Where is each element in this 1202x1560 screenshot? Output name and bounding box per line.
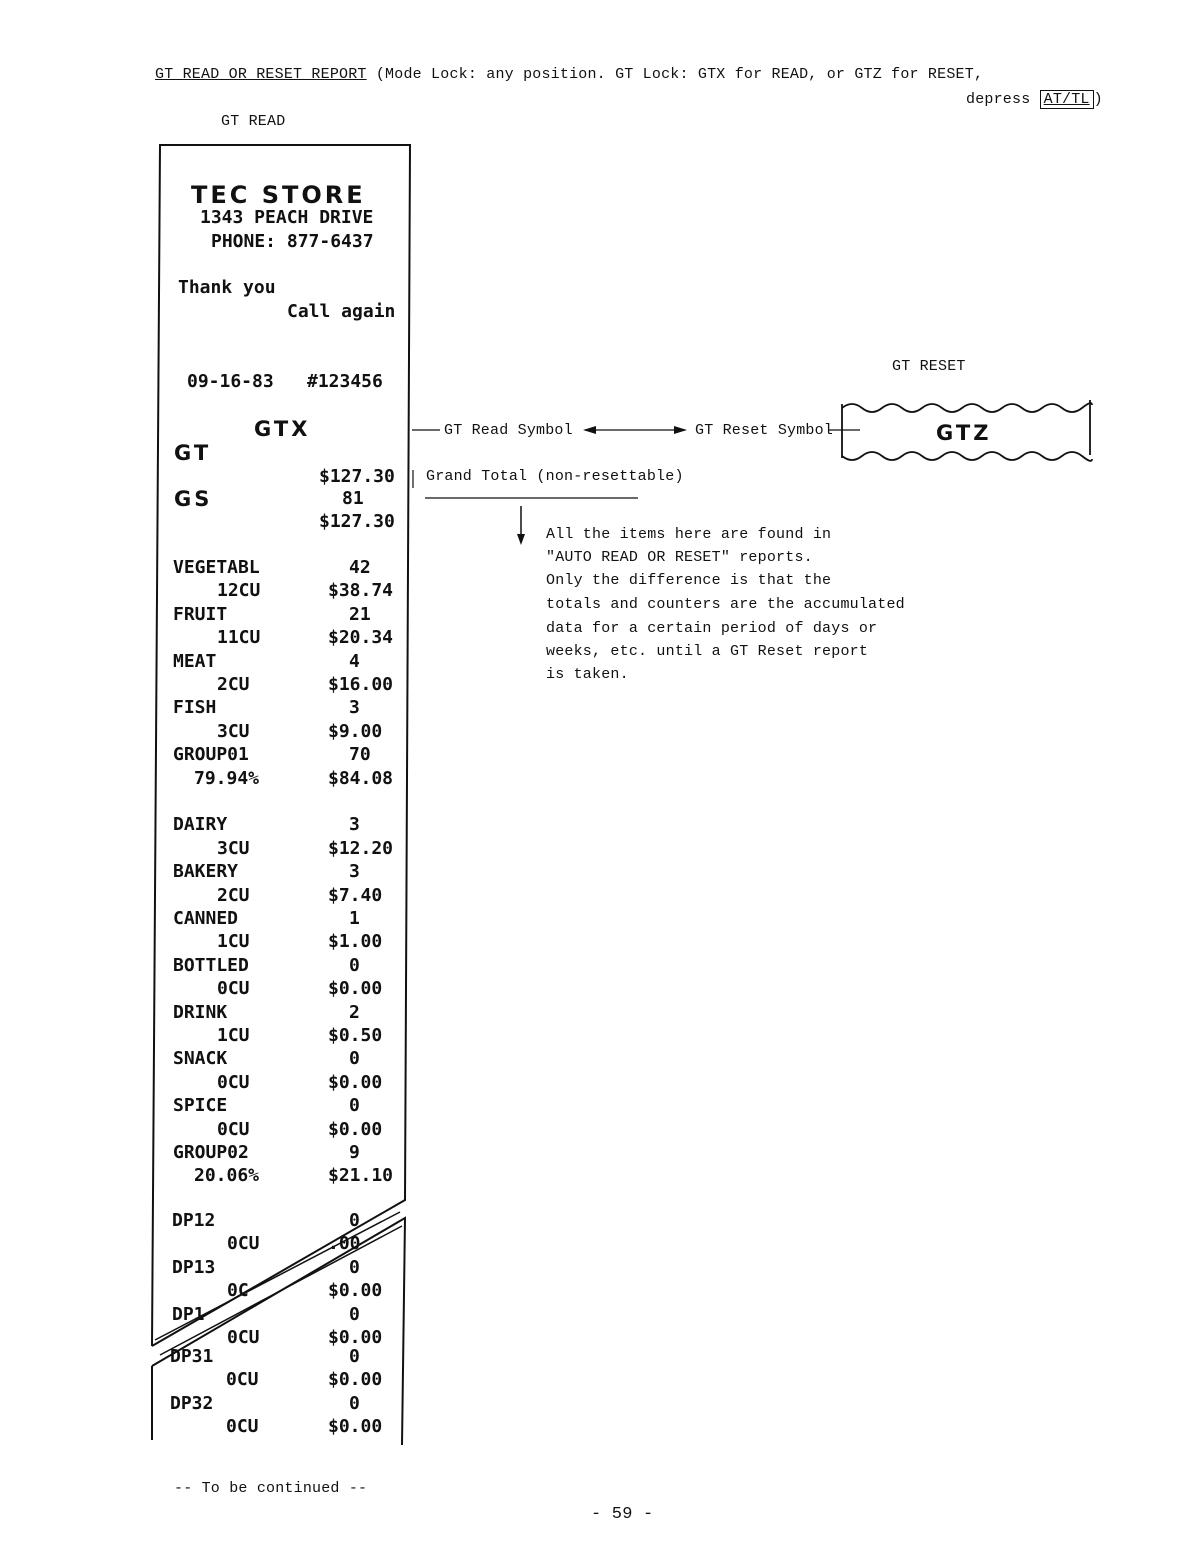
item-cu: 0CU — [217, 1118, 250, 1140]
item-cu: 1CU — [217, 931, 250, 953]
item-amount: $16.00 — [328, 674, 394, 695]
item-amount: .00 — [328, 1233, 361, 1255]
item-count: 0 — [349, 1048, 360, 1070]
item-count: 3 — [349, 814, 360, 836]
note-line: data for a certain period of days or — [546, 620, 878, 637]
mode-instruction: (Mode Lock: any position. GT Lock: GTX for READ, or GTZ for RESET, — [375, 66, 984, 83]
gs-value: $127.30 — [319, 511, 395, 532]
item-name: DP32 — [170, 1392, 214, 1414]
item-amount: $0.00 — [328, 978, 383, 1000]
item-name: CANNED — [173, 908, 239, 929]
item-name: GROUP01 — [173, 744, 249, 766]
instruction-close: ) — [1093, 91, 1103, 108]
gt-label: GT — [174, 441, 212, 465]
item-cu: 0CU — [217, 978, 250, 1000]
store-name: TEC STORE — [191, 181, 366, 209]
item-name: DP13 — [172, 1256, 216, 1278]
item-amount: $0.00 — [328, 1071, 383, 1093]
item-amount: $0.00 — [328, 1369, 383, 1391]
item-name: DAIRY — [173, 814, 228, 836]
item-name: DP1 — [172, 1303, 205, 1325]
item-cu: 0CU — [226, 1416, 259, 1438]
item-name: DP12 — [172, 1210, 216, 1231]
note-line: weeks, etc. until a GT Reset report — [546, 643, 869, 660]
item-cu: 0CU — [217, 1071, 250, 1093]
item-count: 0 — [349, 1303, 360, 1325]
item-amount: $20.34 — [328, 627, 394, 649]
item-count: 21 — [349, 603, 371, 625]
item-name: DRINK — [173, 1001, 228, 1023]
item-cu: 11CU — [217, 627, 261, 649]
gt-read-label: GT READ — [221, 113, 286, 130]
item-count: 0 — [349, 1392, 360, 1414]
report-title: GT READ OR RESET REPORT — [155, 66, 367, 83]
item-amount: $12.20 — [328, 837, 394, 859]
item-name: BAKERY — [173, 861, 239, 883]
item-cu: 0CU — [227, 1233, 260, 1255]
item-count: 2 — [349, 1001, 360, 1023]
item-amount: $7.40 — [328, 884, 383, 906]
item-count: 42 — [349, 557, 371, 578]
item-name: DP31 — [170, 1346, 214, 1367]
item-amount: $21.10 — [328, 1165, 394, 1187]
page-number: - 59 - — [591, 1505, 654, 1524]
item-amount: $0.00 — [328, 1327, 383, 1348]
depress-label: depress — [966, 91, 1031, 108]
item-name: MEAT — [173, 650, 217, 672]
item-cu: 2CU — [217, 674, 250, 695]
item-name: VEGETABL — [173, 557, 260, 578]
item-name: FRUIT — [173, 603, 228, 625]
item-count: 0 — [349, 1095, 360, 1117]
item-cu: 3CU — [217, 720, 250, 742]
item-cu: 0CU — [226, 1369, 259, 1391]
item-count: 3 — [349, 697, 360, 719]
item-amount: $0.00 — [328, 1118, 383, 1140]
thank-you-message: Thank you — [178, 277, 276, 298]
grand-total-note: Grand Total (non-resettable) — [426, 468, 684, 485]
at-tl-key: AT/TL — [1040, 90, 1094, 109]
item-amount: $84.08 — [328, 767, 394, 789]
note-line: All the items here are found in — [546, 526, 832, 543]
note-line: Only the difference is that the — [546, 572, 832, 589]
item-name: GROUP02 — [173, 1142, 249, 1163]
item-amount: $38.74 — [328, 580, 394, 602]
item-count: 9 — [349, 1142, 360, 1163]
item-name: BOTTLED — [173, 954, 249, 976]
item-count: 0 — [349, 954, 360, 976]
item-count: 0 — [349, 1256, 360, 1278]
item-amount: $9.00 — [328, 720, 383, 742]
item-cu: 2CU — [217, 884, 250, 906]
note-line: totals and counters are the accumulated — [546, 596, 905, 613]
gt-value: $127.30 — [319, 466, 395, 487]
item-cu: 79.94% — [194, 767, 260, 789]
item-name: FISH — [173, 697, 217, 719]
item-amount: $1.00 — [328, 931, 383, 953]
item-count: 3 — [349, 861, 360, 883]
item-amount: $0.00 — [328, 1280, 383, 1302]
gs-label: GS — [174, 487, 213, 511]
continued-note: -- To be continued -- — [174, 1480, 368, 1497]
item-cu: 1CU — [217, 1025, 250, 1046]
item-count: 4 — [349, 650, 360, 672]
item-count: 70 — [349, 744, 371, 766]
store-phone: PHONE: 877-6437 — [211, 231, 374, 252]
gt-reset-symbol-note: GT Reset Symbol — [695, 422, 834, 439]
gt-read-symbol-note: GT Read Symbol — [444, 422, 573, 439]
item-cu: 0C — [227, 1280, 249, 1302]
gtz-symbol: GTZ — [936, 421, 992, 445]
item-amount: $0.00 — [328, 1416, 383, 1438]
gs-count: 81 — [342, 488, 364, 509]
item-amount: $0.50 — [328, 1025, 383, 1046]
store-address: 1343 PEACH DRIVE — [200, 207, 374, 228]
receipt-number: #123456 — [307, 371, 383, 392]
receipt-date: 09-16-83 — [187, 371, 274, 392]
item-cu: 12CU — [217, 580, 261, 602]
gt-reset-label: GT RESET — [892, 358, 966, 375]
item-count: 0 — [349, 1210, 360, 1231]
call-again-message: Call again — [287, 301, 396, 322]
note-line: "AUTO READ OR RESET" reports. — [546, 549, 813, 566]
item-cu: 3CU — [217, 837, 250, 859]
item-cu: 20.06% — [194, 1165, 260, 1187]
item-count: 1 — [349, 908, 360, 929]
item-name: SNACK — [173, 1048, 228, 1070]
note-line: is taken. — [546, 666, 629, 683]
item-count: 0 — [349, 1346, 360, 1367]
item-name: SPICE — [173, 1095, 228, 1117]
gtx-symbol: GTX — [254, 417, 311, 441]
item-cu: 0CU — [227, 1327, 260, 1348]
